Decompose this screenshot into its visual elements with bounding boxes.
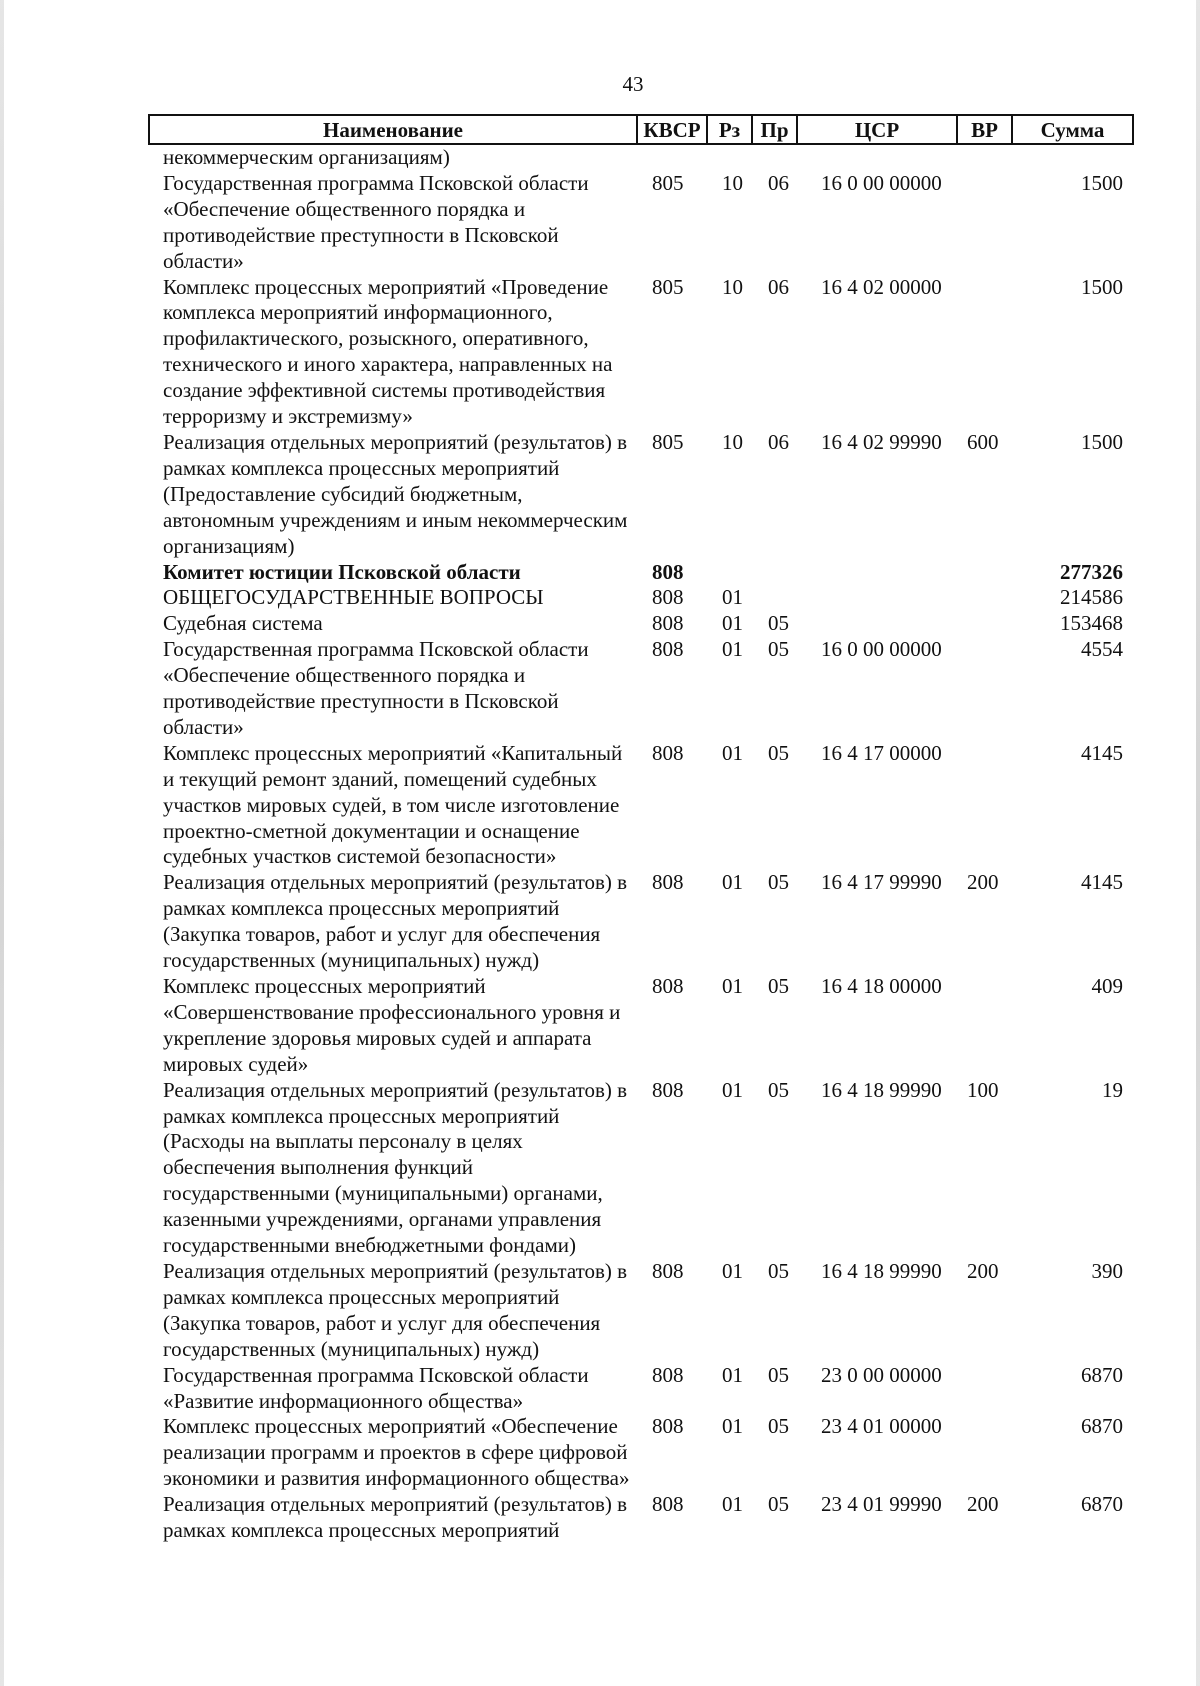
cell-kvsr: 808 — [652, 585, 684, 610]
cell-csr: 16 0 00 00000 — [821, 637, 942, 662]
cell-csr: 16 4 18 99990 — [821, 1077, 942, 1102]
cell-name: Судебная система — [163, 611, 323, 636]
cell-csr: 16 4 02 99990 — [821, 429, 942, 454]
cell-kvsr: 808 — [652, 611, 684, 636]
cell-sum: 6870 — [1081, 1414, 1123, 1439]
cell-vr: 100 — [967, 1077, 999, 1102]
cell-vr: 200 — [967, 1258, 999, 1283]
header-row — [149, 115, 1133, 144]
cell-vr — [957, 144, 1012, 171]
cell-sum: 4145 — [1081, 740, 1123, 765]
scan-edge-left — [0, 0, 4, 1686]
cell-name: Реализация отдельных мероприятий (результатов) в рамках комплекса процессных мероприятий (Расходы на выплаты персоналу в целях обеспечения выполнения функций государственными (муниципальными) органами, казенными учреждениями, органами управления государственными внебюджетными фондами) — [163, 1077, 628, 1258]
header-vr: ВР — [957, 115, 1012, 144]
cell-name: некоммерческим организациям) — [163, 145, 450, 169]
cell-csr — [797, 560, 957, 586]
cell-name: Государственная программа Псковской области «Обеспечение общественного порядка и противодействие преступности в Псковской области» — [163, 637, 589, 739]
cell-csr: 16 4 02 00000 — [821, 274, 942, 299]
cell-pr — [752, 144, 797, 171]
cell-kvsr: 808 — [652, 1077, 684, 1102]
table-body — [149, 144, 1133, 1544]
cell-rz: 01 — [722, 637, 743, 662]
cell-kvsr: 808 — [652, 559, 684, 584]
cell-vr — [957, 560, 1012, 586]
cell-sum — [1012, 144, 1133, 171]
cell-sum: 277326 — [1060, 559, 1123, 584]
cell-rz — [707, 560, 752, 586]
cell-pr: 05 — [768, 1414, 789, 1439]
header-sum: Сумма — [1012, 115, 1133, 144]
cell-name: Реализация отдельных мероприятий (результатов) в рамках комплекса процессных мероприятий (Закупка товаров, работ и услуг для обеспечения государственных (муниципальных) нужд) — [163, 870, 628, 973]
cell-sum: 214586 — [1060, 585, 1123, 610]
cell-csr: 23 4 01 99990 — [821, 1492, 942, 1517]
cell-name: Государственная программа Псковской области «Развитие информационного общества» — [163, 1362, 589, 1413]
cell-sum: 4554 — [1081, 637, 1123, 662]
cell-pr: 05 — [768, 637, 789, 662]
cell-rz: 01 — [722, 1414, 743, 1439]
cell-sum: 1500 — [1081, 274, 1123, 299]
cell-csr: 16 4 18 99990 — [821, 1258, 942, 1283]
cell-sum: 1500 — [1081, 170, 1123, 195]
cell-kvsr: 808 — [652, 974, 684, 998]
cell-rz: 01 — [722, 1077, 743, 1102]
cell-pr — [752, 560, 797, 586]
cell-kvsr: 805 — [652, 274, 684, 299]
cell-kvsr: 805 — [652, 170, 684, 195]
cell-kvsr: 805 — [652, 429, 684, 454]
cell-vr — [957, 275, 1012, 430]
cell-pr — [752, 585, 797, 611]
cell-rz: 01 — [722, 740, 743, 765]
cell-rz: 01 — [722, 585, 743, 610]
cell-sum: 6870 — [1081, 1362, 1123, 1387]
cell-csr — [797, 144, 957, 171]
table-row — [149, 741, 1133, 871]
cell-name: Комплекс процессных мероприятий «Обеспечение реализации программ и проектов в сфере цифровой экономики и развития информационного общества» — [163, 1414, 630, 1491]
budget-table — [148, 114, 1134, 1544]
table-row — [149, 974, 1133, 1078]
table-row — [149, 1363, 1133, 1415]
cell-kvsr: 808 — [652, 1492, 684, 1517]
cell-sum: 19 — [1102, 1077, 1123, 1102]
cell-rz: 01 — [722, 1362, 743, 1387]
cell-csr: 23 4 01 00000 — [821, 1414, 942, 1439]
cell-csr: 16 4 17 00000 — [821, 740, 942, 765]
cell-pr: 05 — [768, 740, 789, 765]
header-name: Наименование — [149, 115, 637, 144]
table-row — [149, 560, 1133, 586]
cell-vr — [957, 741, 1012, 871]
cell-csr: 16 0 00 00000 — [821, 170, 942, 195]
cell-vr: 600 — [967, 429, 999, 454]
cell-kvsr — [637, 144, 707, 171]
cell-kvsr: 808 — [652, 870, 684, 895]
table-row — [149, 1259, 1133, 1363]
table-row — [149, 1492, 1133, 1544]
cell-vr: 200 — [967, 870, 999, 895]
cell-rz: 01 — [722, 611, 743, 636]
table-row — [149, 870, 1133, 974]
cell-rz: 10 — [722, 170, 743, 195]
header-pr: Пр — [752, 115, 797, 144]
table-row — [149, 171, 1133, 275]
cell-kvsr: 808 — [652, 637, 684, 662]
table-row — [149, 637, 1133, 741]
cell-kvsr: 808 — [652, 1414, 684, 1439]
cell-sum: 4145 — [1081, 870, 1123, 895]
cell-pr: 05 — [768, 1492, 789, 1517]
cell-name: Государственная программа Псковской области «Обеспечение общественного порядка и противодействие преступности в Псковской области» — [163, 170, 589, 273]
cell-csr: 23 0 00 00000 — [821, 1362, 942, 1387]
scan-edge-right — [1196, 0, 1200, 1686]
cell-vr: 200 — [967, 1492, 999, 1517]
cell-vr — [957, 171, 1012, 275]
header-kvsr: КВСР — [637, 115, 707, 144]
table-row — [149, 430, 1133, 560]
cell-vr — [957, 1414, 1012, 1492]
cell-pr: 06 — [768, 274, 789, 299]
cell-pr: 05 — [768, 974, 789, 998]
cell-sum: 153468 — [1060, 611, 1123, 636]
cell-name: Реализация отдельных мероприятий (результатов) в рамках комплекса процессных мероприятий (Предоставление субсидий бюджетным, автономным учреждениям и иным некоммерческим организациям) — [163, 429, 628, 558]
cell-sum: 409 — [1091, 974, 1123, 998]
cell-rz: 01 — [722, 1258, 743, 1283]
cell-name: ОБЩЕГОСУДАРСТВЕННЫЕ ВОПРОСЫ — [163, 585, 544, 610]
cell-rz — [707, 144, 752, 171]
cell-vr — [957, 974, 1012, 1078]
table-row — [149, 585, 1133, 611]
cell-pr: 06 — [768, 429, 789, 454]
cell-name: Комплекс процессных мероприятий «Проведение комплекса мероприятий информационного, профилактического, розыскного, оперативного, технического и иного характера, направленных на создание эффективной системы противодействия терроризму и экстремизму» — [163, 274, 613, 429]
cell-vr — [957, 637, 1012, 741]
table-row — [149, 275, 1133, 430]
cell-kvsr: 808 — [652, 740, 684, 765]
cell-name: Реализация отдельных мероприятий (результатов) в рамках комплекса процессных мероприятий (Закупка товаров, работ и услуг для обеспечения государственных (муниципальных) нужд) — [163, 1258, 628, 1361]
cell-csr — [797, 611, 957, 637]
table-row — [149, 1078, 1133, 1259]
table-row — [149, 611, 1133, 637]
cell-pr: 05 — [768, 1077, 789, 1102]
cell-pr: 05 — [768, 1362, 789, 1387]
cell-rz: 01 — [722, 974, 743, 998]
cell-name: Комитет юстиции Псковской области — [163, 559, 521, 584]
budget-table-container — [148, 114, 1132, 1544]
header-rz: Рз — [707, 115, 752, 144]
cell-rz: 01 — [722, 1492, 743, 1517]
cell-vr — [957, 1363, 1012, 1415]
cell-name: Комплекс процессных мероприятий «Капитальный и текущий ремонт зданий, помещений судебных участков мировых судей, в том числе изготовление проектно-сметной документации и оснащение судебных участков системой безопасности» — [163, 740, 623, 869]
cell-kvsr: 808 — [652, 1362, 684, 1387]
table-row — [149, 144, 1133, 171]
cell-sum: 6870 — [1081, 1492, 1123, 1517]
header-csr: ЦСР — [797, 115, 957, 144]
cell-rz: 01 — [722, 870, 743, 895]
cell-csr: 16 4 18 00000 — [821, 974, 942, 998]
table-row — [149, 1414, 1133, 1492]
cell-pr: 05 — [768, 1258, 789, 1283]
cell-sum: 390 — [1091, 1258, 1123, 1283]
cell-vr — [957, 611, 1012, 637]
cell-kvsr: 808 — [652, 1258, 684, 1283]
cell-pr: 06 — [768, 170, 789, 195]
cell-pr: 05 — [768, 611, 789, 636]
cell-rz: 10 — [722, 429, 743, 454]
cell-pr: 05 — [768, 870, 789, 895]
cell-sum: 1500 — [1081, 429, 1123, 454]
cell-rz: 10 — [722, 274, 743, 299]
cell-csr — [797, 585, 957, 611]
cell-vr — [957, 585, 1012, 611]
table-header — [149, 115, 1133, 144]
cell-name: Реализация отдельных мероприятий (результатов) в рамках комплекса процессных мероприятий — [163, 1492, 628, 1543]
cell-name: Комплекс процессных мероприятий «Совершенствование профессионального уровня и укрепление здоровья мировых судей и аппарата мировых судей» — [163, 974, 621, 1076]
cell-csr: 16 4 17 99990 — [821, 870, 942, 895]
page-number: 43 — [622, 72, 644, 96]
